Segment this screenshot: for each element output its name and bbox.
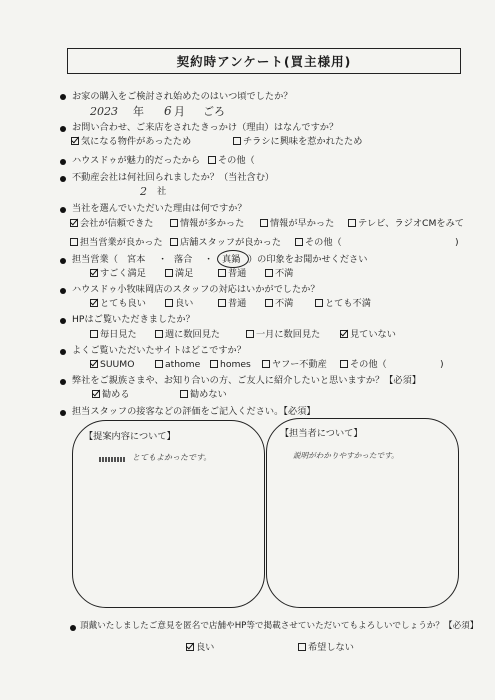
q11-option-0[interactable]: 良い xyxy=(186,642,214,653)
q5-option-0[interactable]: すごく満足 xyxy=(90,268,146,279)
q6-option-3[interactable]: 不満 xyxy=(265,298,293,309)
q5-name-2: 真鍋 xyxy=(222,254,241,265)
checkbox[interactable] xyxy=(218,269,226,277)
checkbox-checked[interactable] xyxy=(186,643,194,651)
checkbox[interactable] xyxy=(265,269,273,277)
separator-dot: ・ xyxy=(158,254,168,265)
bullet xyxy=(60,318,66,324)
checkbox-checked[interactable] xyxy=(70,219,78,227)
q5-suffix: ）の印象をお聞かせください xyxy=(248,254,368,265)
checkbox[interactable] xyxy=(262,360,270,368)
checkbox-checked[interactable] xyxy=(90,269,98,277)
q5-name-1: 落合 xyxy=(174,254,193,265)
q2-option-1[interactable]: チラシに興味を惹かれたため xyxy=(233,136,362,147)
checkbox[interactable] xyxy=(265,299,273,307)
q8-option-2[interactable]: homes xyxy=(210,359,251,370)
q5-option-1[interactable]: 満足 xyxy=(165,268,193,279)
checkbox[interactable] xyxy=(210,360,218,368)
q11-question: 頂戴いたしましたご意見を匿名で店舗やHP等で掲載させていただいてもよろしいでしょうか？【必須】 xyxy=(80,621,479,631)
checkbox[interactable] xyxy=(295,238,303,246)
checkbox-checked[interactable] xyxy=(71,137,79,145)
q1-month-value: 6 xyxy=(164,104,172,118)
bullet xyxy=(60,176,66,182)
selected-name-circle xyxy=(217,250,249,268)
bullet xyxy=(60,288,66,294)
checkbox[interactable] xyxy=(165,299,173,307)
q5-option-3[interactable]: 不満 xyxy=(265,268,293,279)
q11-option-1[interactable]: 希望しない xyxy=(298,642,354,653)
checkbox[interactable] xyxy=(298,643,306,651)
checkbox[interactable] xyxy=(180,390,188,398)
checkbox[interactable] xyxy=(348,219,356,227)
q9-question: 弊社をご親族さまや、お知り合いの方、ご友人に紹介したいと思いますか？【必須】 xyxy=(72,375,421,386)
q8-option-0[interactable]: SUUMO xyxy=(90,359,134,370)
q4-question: 当社を選んでいただいた理由は何ですか？ xyxy=(72,203,247,214)
bullet xyxy=(60,126,66,132)
q6-option-2[interactable]: 普通 xyxy=(218,298,246,309)
q3-answer: 2 xyxy=(140,185,147,198)
bullet xyxy=(70,625,76,631)
proposal-comment-panel xyxy=(72,420,265,608)
scribble-mark xyxy=(99,457,126,462)
q6-option-4[interactable]: とても不満 xyxy=(315,298,371,309)
q2-option-2[interactable]: ハウスドゥが魅力的だったから xyxy=(72,155,201,166)
checkbox[interactable] xyxy=(208,156,216,164)
q4-option-2[interactable]: 情報が早かった xyxy=(260,218,334,229)
q2-question: お問い合わせ、ご来店をされたきっかけ（理由）はなんですか？ xyxy=(72,122,339,133)
q4-close-paren: ) xyxy=(455,237,459,248)
q9-option-0[interactable]: 勧める xyxy=(92,389,130,400)
q1-month-label: 月 xyxy=(174,105,185,118)
q1-year-value: 2023 xyxy=(90,105,118,118)
q8-option-1[interactable]: athome xyxy=(155,359,200,370)
checkbox[interactable] xyxy=(218,299,226,307)
q4-option-6[interactable]: その他（ xyxy=(295,237,342,248)
bullet xyxy=(60,349,66,355)
q6-question: ハウスドゥ小牧味岡店のスタッフの対応はいかがでしたか？ xyxy=(72,284,320,295)
q7-option-1[interactable]: 週に数回見た xyxy=(155,329,220,340)
checkbox[interactable] xyxy=(246,330,254,338)
q4-option-5[interactable]: 店舗スタッフが良かった xyxy=(170,237,281,248)
q8-option-4[interactable]: その他（ xyxy=(340,359,387,370)
q5-prefix: 担当営業（ xyxy=(72,254,118,265)
checkbox[interactable] xyxy=(155,330,163,338)
bullet xyxy=(60,207,66,213)
checkbox[interactable] xyxy=(70,238,78,246)
checkbox-checked[interactable] xyxy=(90,360,98,368)
q7-question: HPはご覧いただきましたか？ xyxy=(72,314,195,325)
proposal-comment: とてもよかったです。 xyxy=(132,453,212,462)
q6-option-1[interactable]: 良い xyxy=(165,298,193,309)
bullet xyxy=(60,258,66,264)
checkbox[interactable] xyxy=(90,330,98,338)
bullet xyxy=(60,379,66,385)
checkbox[interactable] xyxy=(165,269,173,277)
q4-option-4[interactable]: 担当営業が良かった xyxy=(70,237,163,248)
q1-question: お家の購入をご検討され始めたのはいつ頃でしたか？ xyxy=(72,91,293,102)
checkbox[interactable] xyxy=(260,219,268,227)
page-title: 契約時アンケート(買主様用) xyxy=(67,48,461,74)
checkbox-checked[interactable] xyxy=(92,390,100,398)
checkbox-checked[interactable] xyxy=(90,299,98,307)
q6-option-0[interactable]: とても良い xyxy=(90,298,146,309)
q8-question: よくご覧いただいたサイトはどこですか？ xyxy=(72,345,246,356)
q7-option-2[interactable]: 一月に数回見た xyxy=(246,329,320,340)
q2-option-3[interactable]: その他（ xyxy=(208,155,255,166)
proposal-panel-label: 【提案内容について】 xyxy=(84,431,176,442)
q4-option-0[interactable]: 会社が信頼できた xyxy=(70,218,154,229)
checkbox[interactable] xyxy=(170,219,178,227)
q9-option-1[interactable]: 勧めない xyxy=(180,389,227,400)
q2-option-0[interactable]: 気になる物件があったため xyxy=(71,136,191,147)
q4-option-3[interactable]: テレビ、ラジオCMをみて xyxy=(348,218,464,229)
checkbox-checked[interactable] xyxy=(340,330,348,338)
staff-panel-label: 【担当者について】 xyxy=(280,428,363,439)
staff-comment-panel xyxy=(266,418,459,608)
checkbox[interactable] xyxy=(315,299,323,307)
q3-question: 不動産会社は何社回られましたか？（当社含む） xyxy=(72,172,275,183)
bullet xyxy=(60,94,66,100)
separator-dot: ・ xyxy=(204,254,214,265)
q4-option-1[interactable]: 情報が多かった xyxy=(170,218,244,229)
q8-option-3[interactable]: ヤフー不動産 xyxy=(262,359,327,370)
q10-question: 担当スタッフの接客などの評価をご記入ください。【必須】 xyxy=(72,406,316,417)
bullet xyxy=(60,410,66,416)
q5-name-0: 宮本 xyxy=(127,254,146,265)
checkbox[interactable] xyxy=(155,360,163,368)
checkbox[interactable] xyxy=(233,137,241,145)
q7-option-0[interactable]: 毎日見た xyxy=(90,329,137,340)
q7-option-3[interactable]: 見ていない xyxy=(340,329,396,340)
q1-suffix: ごろ xyxy=(203,105,225,118)
q1-year-label: 年 xyxy=(133,105,144,118)
q3-unit: 社 xyxy=(157,186,167,197)
checkbox[interactable] xyxy=(170,238,178,246)
staff-comment: 説明がわかりやすかったです。 xyxy=(293,451,399,460)
q5-option-2[interactable]: 普通 xyxy=(218,268,246,279)
q8-close-paren: ) xyxy=(440,359,444,370)
bullet xyxy=(60,159,66,165)
checkbox[interactable] xyxy=(340,360,348,368)
